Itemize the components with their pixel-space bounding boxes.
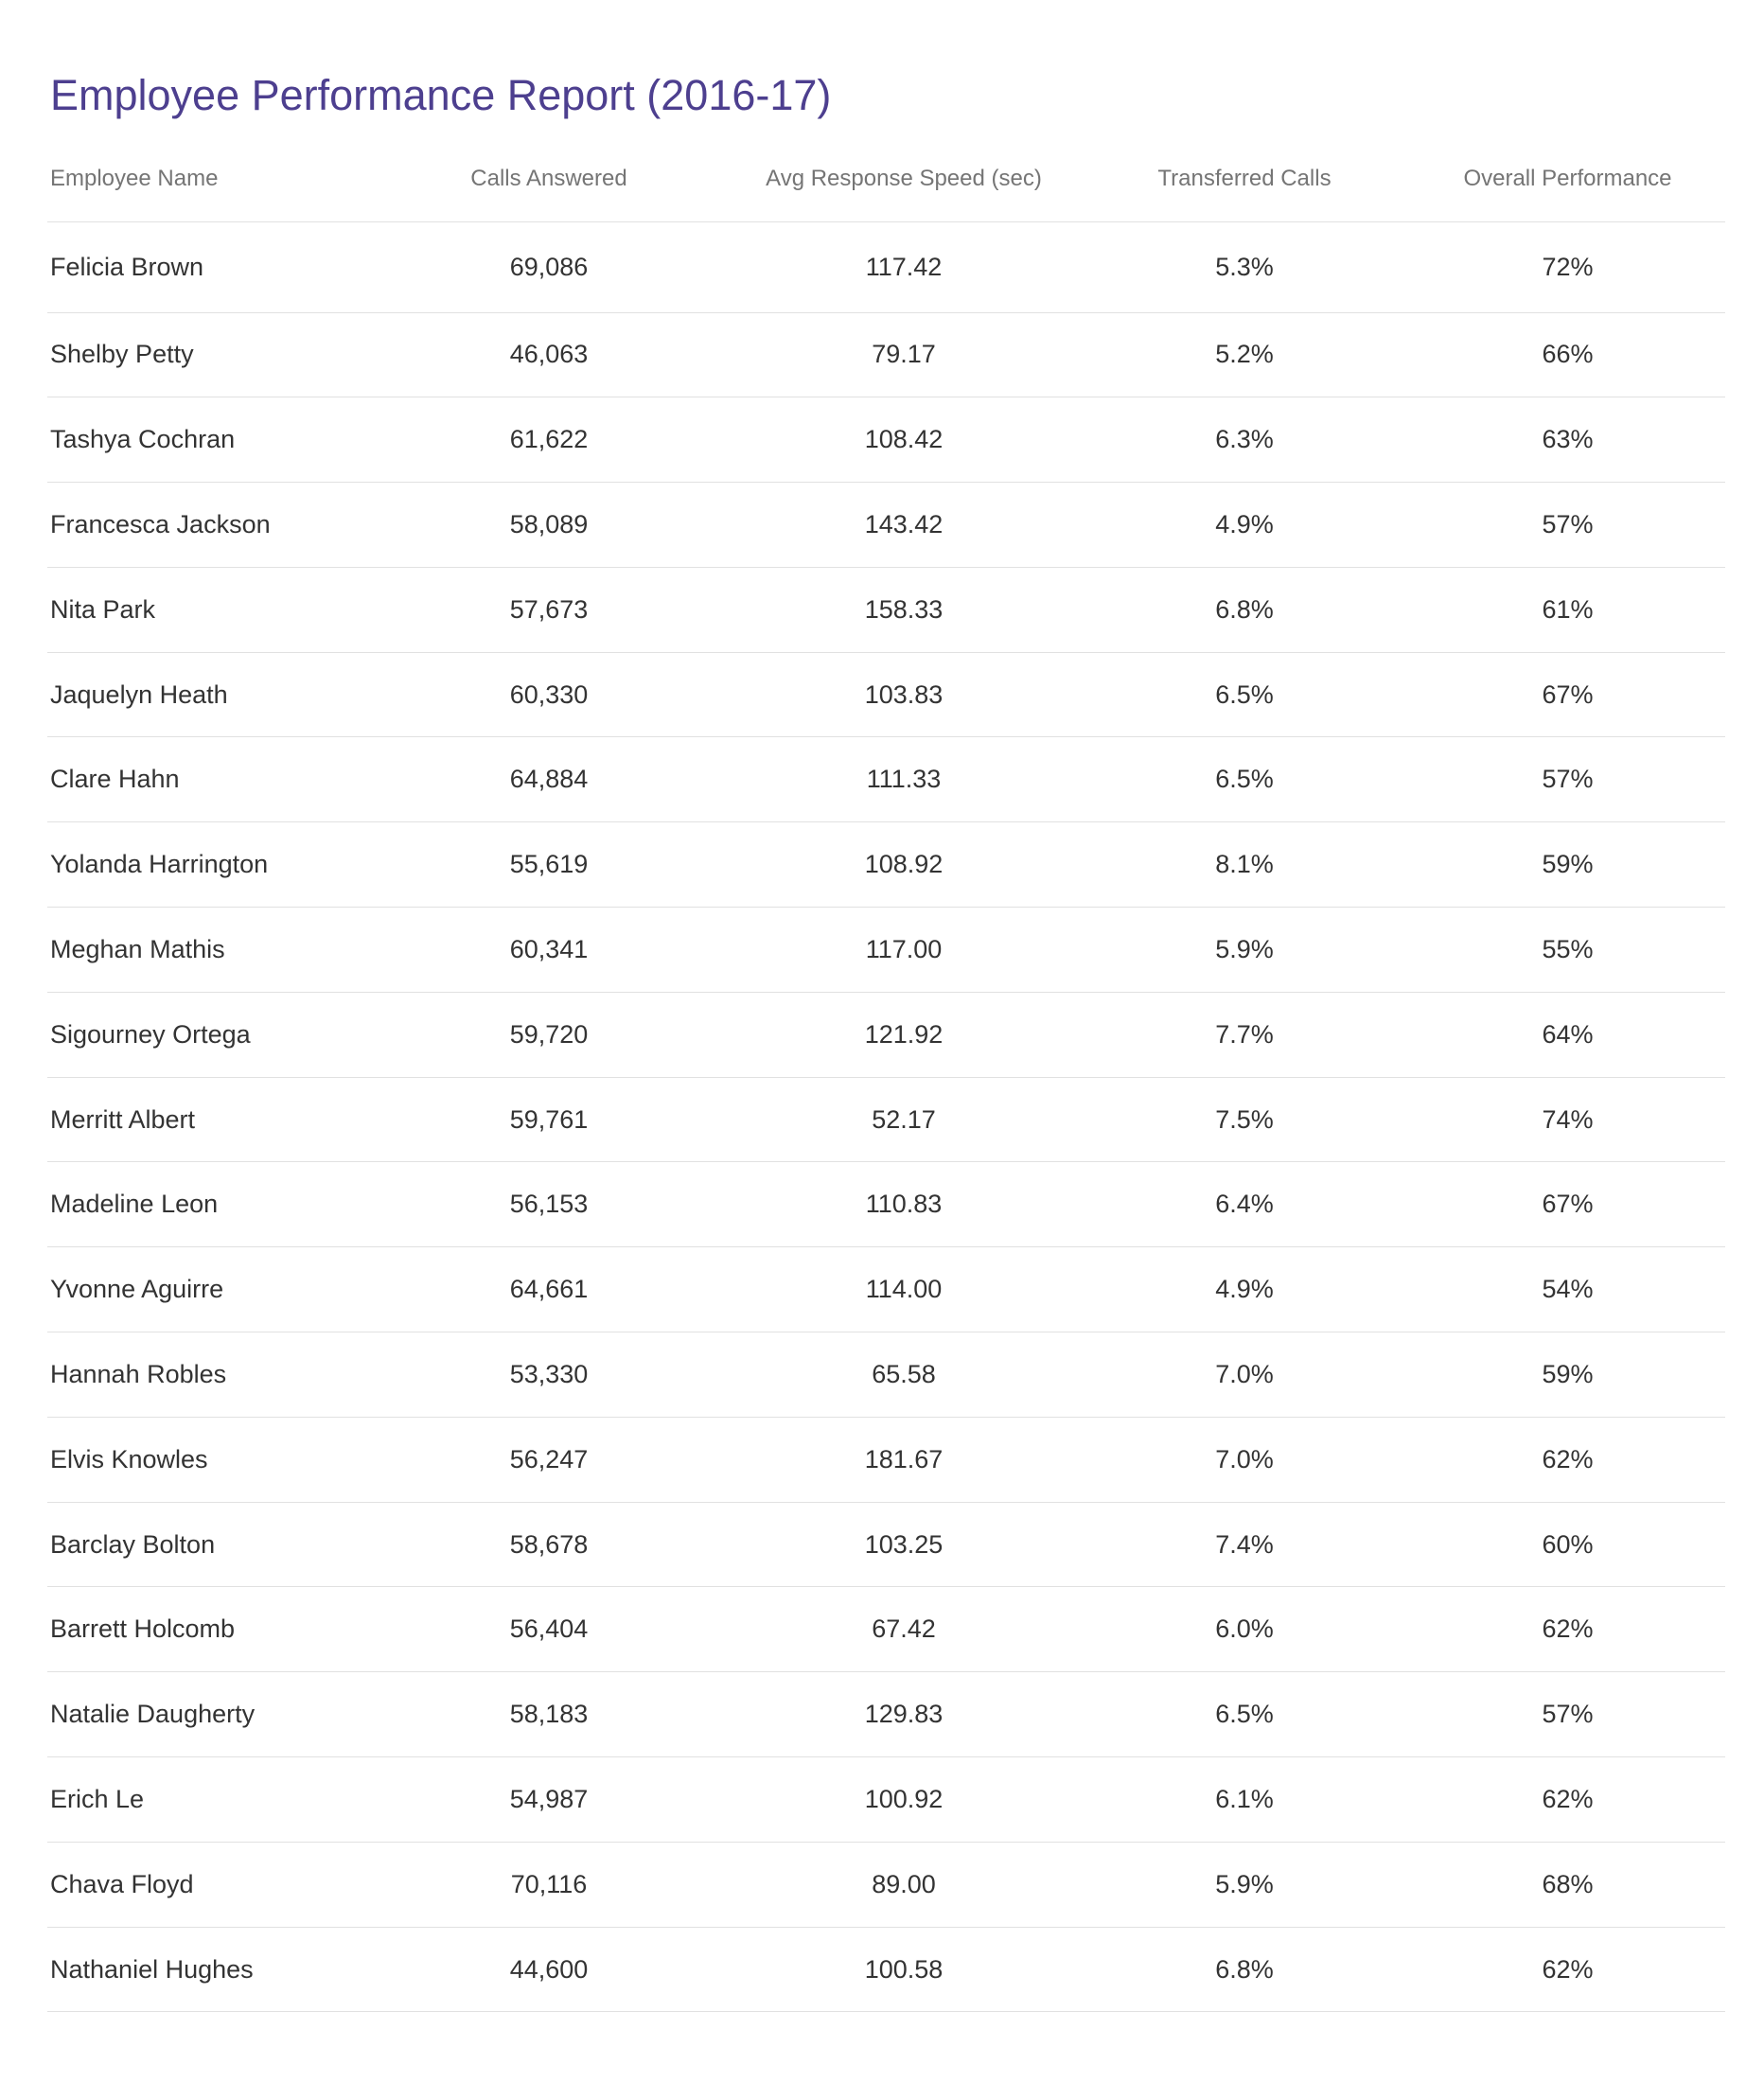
header-avg-response-speed: Avg Response Speed (sec) <box>729 142 1079 221</box>
cell-avg-response-speed: 117.00 <box>729 908 1079 993</box>
cell-overall-performance: 64% <box>1410 992 1725 1077</box>
cell-calls-answered: 59,761 <box>369 1077 729 1162</box>
cell-avg-response-speed: 117.42 <box>729 221 1079 312</box>
cell-overall-performance: 67% <box>1410 652 1725 737</box>
cell-overall-performance: 63% <box>1410 397 1725 483</box>
cell-employee-name: Barclay Bolton <box>47 1502 369 1587</box>
cell-calls-answered: 56,247 <box>369 1417 729 1502</box>
cell-transferred-calls: 7.0% <box>1079 1332 1410 1418</box>
table-row <box>47 652 1725 737</box>
table-row <box>47 1332 1725 1418</box>
cell-employee-name: Merritt Albert <box>47 1077 369 1162</box>
cell-calls-answered: 58,089 <box>369 483 729 568</box>
cell-transferred-calls: 5.3% <box>1079 221 1410 312</box>
cell-employee-name: Felicia Brown <box>47 221 369 312</box>
cell-calls-answered: 54,987 <box>369 1757 729 1843</box>
table-row <box>47 1587 1725 1672</box>
table-row <box>47 1247 1725 1332</box>
cell-transferred-calls: 6.5% <box>1079 652 1410 737</box>
cell-overall-performance: 66% <box>1410 312 1725 397</box>
table-row <box>47 1842 1725 1927</box>
cell-calls-answered: 44,600 <box>369 1927 729 2012</box>
header-employee-name: Employee Name <box>47 142 369 221</box>
cell-employee-name: Nita Park <box>47 567 369 652</box>
cell-avg-response-speed: 89.00 <box>729 1842 1079 1927</box>
header-overall-performance: Overall Performance <box>1410 142 1725 221</box>
cell-employee-name: Yvonne Aguirre <box>47 1247 369 1332</box>
cell-calls-answered: 61,622 <box>369 397 729 483</box>
cell-transferred-calls: 4.9% <box>1079 483 1410 568</box>
cell-avg-response-speed: 129.83 <box>729 1672 1079 1757</box>
cell-calls-answered: 56,404 <box>369 1587 729 1672</box>
table-row <box>47 1672 1725 1757</box>
cell-employee-name: Shelby Petty <box>47 312 369 397</box>
cell-employee-name: Natalie Daugherty <box>47 1672 369 1757</box>
table-header <box>47 142 1725 221</box>
cell-avg-response-speed: 143.42 <box>729 483 1079 568</box>
page-title: Employee Performance Report (2016-17) <box>50 71 832 119</box>
cell-overall-performance: 61% <box>1410 567 1725 652</box>
table-row <box>47 1077 1725 1162</box>
cell-employee-name: Elvis Knowles <box>47 1417 369 1502</box>
cell-calls-answered: 64,661 <box>369 1247 729 1332</box>
header-transferred-calls: Transferred Calls <box>1079 142 1410 221</box>
cell-overall-performance: 72% <box>1410 221 1725 312</box>
table-body <box>47 221 1725 2012</box>
cell-transferred-calls: 7.0% <box>1079 1417 1410 1502</box>
cell-calls-answered: 58,183 <box>369 1672 729 1757</box>
cell-transferred-calls: 5.2% <box>1079 312 1410 397</box>
cell-calls-answered: 70,116 <box>369 1842 729 1927</box>
cell-employee-name: Sigourney Ortega <box>47 992 369 1077</box>
cell-transferred-calls: 6.5% <box>1079 737 1410 822</box>
cell-overall-performance: 55% <box>1410 908 1725 993</box>
cell-avg-response-speed: 111.33 <box>729 737 1079 822</box>
cell-transferred-calls: 7.4% <box>1079 1502 1410 1587</box>
table-row <box>47 483 1725 568</box>
cell-calls-answered: 64,884 <box>369 737 729 822</box>
cell-transferred-calls: 6.0% <box>1079 1587 1410 1672</box>
table-row <box>47 567 1725 652</box>
cell-transferred-calls: 6.1% <box>1079 1757 1410 1843</box>
cell-employee-name: Jaquelyn Heath <box>47 652 369 737</box>
cell-overall-performance: 62% <box>1410 1587 1725 1672</box>
table-row <box>47 737 1725 822</box>
cell-employee-name: Barrett Holcomb <box>47 1587 369 1672</box>
cell-employee-name: Meghan Mathis <box>47 908 369 993</box>
cell-calls-answered: 57,673 <box>369 567 729 652</box>
cell-overall-performance: 57% <box>1410 1672 1725 1757</box>
table-row <box>47 1162 1725 1247</box>
table-row <box>47 221 1725 312</box>
cell-overall-performance: 62% <box>1410 1927 1725 2012</box>
cell-avg-response-speed: 114.00 <box>729 1247 1079 1332</box>
cell-avg-response-speed: 103.83 <box>729 652 1079 737</box>
cell-avg-response-speed: 100.58 <box>729 1927 1079 2012</box>
cell-transferred-calls: 6.4% <box>1079 1162 1410 1247</box>
performance-table <box>47 142 1725 2012</box>
cell-calls-answered: 55,619 <box>369 822 729 908</box>
cell-avg-response-speed: 110.83 <box>729 1162 1079 1247</box>
table-row <box>47 1417 1725 1502</box>
cell-transferred-calls: 8.1% <box>1079 822 1410 908</box>
cell-transferred-calls: 6.8% <box>1079 1927 1410 2012</box>
cell-calls-answered: 58,678 <box>369 1502 729 1587</box>
cell-employee-name: Francesca Jackson <box>47 483 369 568</box>
cell-avg-response-speed: 181.67 <box>729 1417 1079 1502</box>
cell-avg-response-speed: 100.92 <box>729 1757 1079 1843</box>
cell-calls-answered: 60,341 <box>369 908 729 993</box>
cell-calls-answered: 60,330 <box>369 652 729 737</box>
cell-employee-name: Nathaniel Hughes <box>47 1927 369 2012</box>
cell-transferred-calls: 5.9% <box>1079 1842 1410 1927</box>
cell-transferred-calls: 6.5% <box>1079 1672 1410 1757</box>
table-row <box>47 312 1725 397</box>
cell-calls-answered: 53,330 <box>369 1332 729 1418</box>
cell-overall-performance: 59% <box>1410 822 1725 908</box>
cell-avg-response-speed: 158.33 <box>729 567 1079 652</box>
cell-overall-performance: 62% <box>1410 1757 1725 1843</box>
cell-avg-response-speed: 108.92 <box>729 822 1079 908</box>
cell-avg-response-speed: 108.42 <box>729 397 1079 483</box>
cell-calls-answered: 46,063 <box>369 312 729 397</box>
table-row <box>47 992 1725 1077</box>
cell-overall-performance: 74% <box>1410 1077 1725 1162</box>
cell-avg-response-speed: 65.58 <box>729 1332 1079 1418</box>
cell-employee-name: Clare Hahn <box>47 737 369 822</box>
cell-overall-performance: 57% <box>1410 483 1725 568</box>
cell-employee-name: Hannah Robles <box>47 1332 369 1418</box>
table-row <box>47 822 1725 908</box>
cell-employee-name: Madeline Leon <box>47 1162 369 1247</box>
cell-employee-name: Erich Le <box>47 1757 369 1843</box>
table-row <box>47 397 1725 483</box>
table-row <box>47 1927 1725 2012</box>
cell-avg-response-speed: 79.17 <box>729 312 1079 397</box>
cell-transferred-calls: 4.9% <box>1079 1247 1410 1332</box>
cell-transferred-calls: 6.3% <box>1079 397 1410 483</box>
table-row <box>47 908 1725 993</box>
cell-overall-performance: 60% <box>1410 1502 1725 1587</box>
cell-avg-response-speed: 103.25 <box>729 1502 1079 1587</box>
cell-transferred-calls: 7.5% <box>1079 1077 1410 1162</box>
cell-overall-performance: 59% <box>1410 1332 1725 1418</box>
cell-overall-performance: 54% <box>1410 1247 1725 1332</box>
cell-employee-name: Yolanda Harrington <box>47 822 369 908</box>
cell-calls-answered: 56,153 <box>369 1162 729 1247</box>
cell-employee-name: Tashya Cochran <box>47 397 369 483</box>
table-row <box>47 1502 1725 1587</box>
cell-calls-answered: 59,720 <box>369 992 729 1077</box>
cell-avg-response-speed: 67.42 <box>729 1587 1079 1672</box>
cell-overall-performance: 62% <box>1410 1417 1725 1502</box>
cell-employee-name: Chava Floyd <box>47 1842 369 1927</box>
cell-overall-performance: 57% <box>1410 737 1725 822</box>
cell-overall-performance: 68% <box>1410 1842 1725 1927</box>
header-calls-answered: Calls Answered <box>369 142 729 221</box>
cell-avg-response-speed: 52.17 <box>729 1077 1079 1162</box>
cell-transferred-calls: 6.8% <box>1079 567 1410 652</box>
cell-calls-answered: 69,086 <box>369 221 729 312</box>
cell-transferred-calls: 5.9% <box>1079 908 1410 993</box>
cell-transferred-calls: 7.7% <box>1079 992 1410 1077</box>
table-row <box>47 1757 1725 1843</box>
cell-overall-performance: 67% <box>1410 1162 1725 1247</box>
cell-avg-response-speed: 121.92 <box>729 992 1079 1077</box>
header-row <box>47 142 1725 221</box>
